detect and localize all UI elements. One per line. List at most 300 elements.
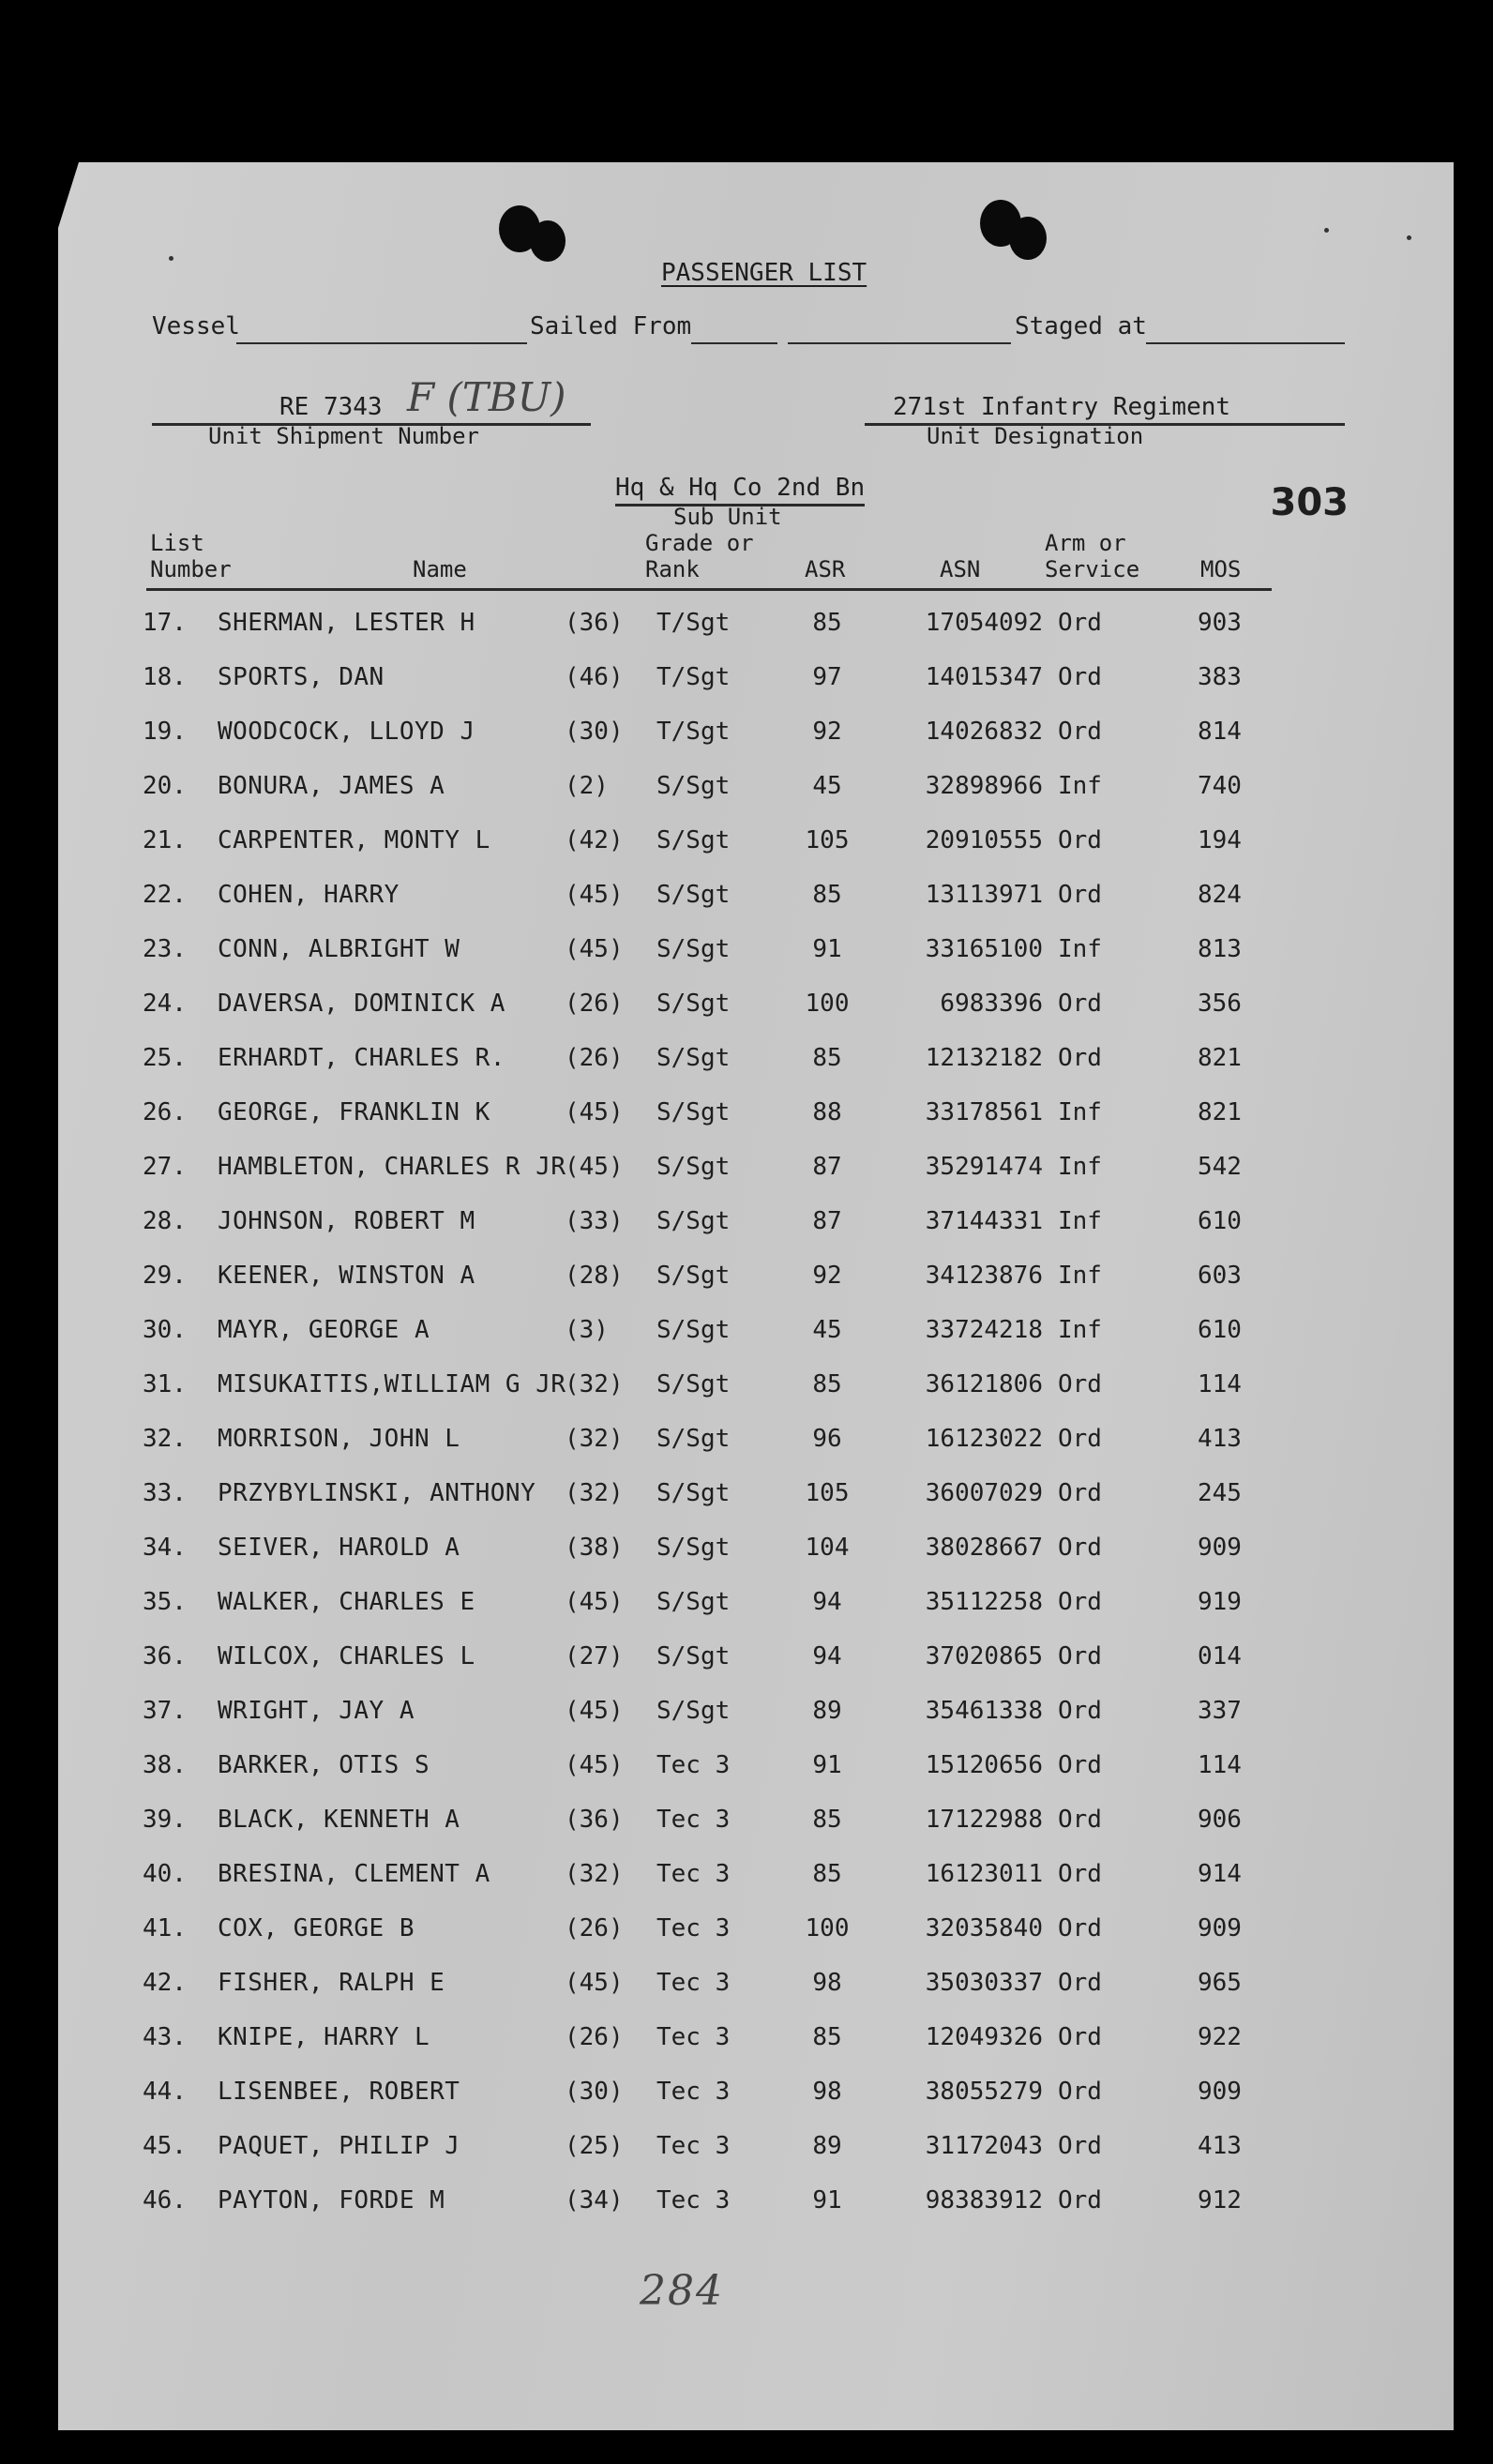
- asr-score: 85: [812, 881, 842, 909]
- arm-service: Inf: [1058, 1316, 1102, 1344]
- arm-service: Ord: [1058, 2023, 1102, 2051]
- passenger-name: JOHNSON, ROBERT M: [218, 1207, 475, 1235]
- passenger-name: CARPENTER, MONTY L: [218, 826, 490, 854]
- mos-code: 413: [1198, 2132, 1242, 2160]
- mos-code: 114: [1198, 1751, 1242, 1779]
- mos-code: 245: [1198, 1479, 1242, 1507]
- mos-code: 814: [1198, 718, 1242, 746]
- passenger-name: SEIVER, HAROLD A: [218, 1534, 460, 1562]
- asr-score: 91: [812, 2186, 842, 2215]
- age-code: (32): [565, 1425, 624, 1453]
- asn-number: 6983396: [940, 990, 1043, 1018]
- table-row: [58, 826, 1371, 864]
- speck: [1407, 235, 1411, 240]
- age-code: (45): [565, 1751, 624, 1779]
- asr-score: 85: [812, 1370, 842, 1398]
- asr-score: 85: [812, 1860, 842, 1888]
- asn-number: 17122988: [925, 1806, 1043, 1834]
- grade-rank: S/Sgt: [656, 1098, 731, 1126]
- table-row: [58, 1316, 1371, 1353]
- grade-rank: Tec 3: [656, 1969, 731, 1997]
- grade-rank: S/Sgt: [656, 1207, 731, 1235]
- asr-score: 105: [805, 1479, 850, 1507]
- list-number: 25.: [143, 1044, 187, 1072]
- passenger-name: COX, GEORGE B: [218, 1914, 415, 1942]
- speck: [169, 256, 173, 261]
- col-asn: ASN: [940, 556, 981, 582]
- unit-designation-label: Unit Designation: [927, 423, 1144, 449]
- asn-number: 13113971: [925, 881, 1043, 909]
- passenger-name: MORRISON, JOHN L: [218, 1425, 460, 1453]
- arm-service: Ord: [1058, 1588, 1102, 1616]
- age-code: (26): [565, 990, 624, 1018]
- grade-rank: T/Sgt: [656, 718, 731, 746]
- asn-number: 35112258: [925, 1588, 1043, 1616]
- asn-number: 32898966: [925, 772, 1043, 800]
- mos-code: 383: [1198, 663, 1242, 691]
- asr-score: 98: [812, 1969, 842, 1997]
- table-row: [58, 990, 1371, 1027]
- mos-code: 906: [1198, 1806, 1242, 1834]
- arm-service: Ord: [1058, 1534, 1102, 1562]
- passenger-name: ERHARDT, CHARLES R.: [218, 1044, 505, 1072]
- asn-number: 35291474: [925, 1153, 1043, 1181]
- mos-code: 740: [1198, 772, 1242, 800]
- asr-score: 104: [805, 1534, 850, 1562]
- list-number: 37.: [143, 1697, 187, 1725]
- col-name: Name: [413, 556, 467, 582]
- table-row: [58, 1207, 1371, 1245]
- asn-number: 16123011: [925, 1860, 1043, 1888]
- asr-score: 85: [812, 1806, 842, 1834]
- asn-number: 33178561: [925, 1098, 1043, 1126]
- age-code: (30): [565, 2078, 624, 2106]
- arm-service: Ord: [1058, 1370, 1102, 1398]
- arm-service: Ord: [1058, 1697, 1102, 1725]
- list-number: 19.: [143, 718, 187, 746]
- age-code: (26): [565, 1914, 624, 1942]
- passenger-name: HAMBLETON, CHARLES R JR: [218, 1153, 566, 1181]
- age-code: (36): [565, 609, 624, 637]
- list-number: 45.: [143, 2132, 187, 2160]
- mos-code: 813: [1198, 935, 1242, 963]
- passenger-name: SPORTS, DAN: [218, 663, 385, 691]
- asn-number: 15120656: [925, 1751, 1043, 1779]
- speck: [1324, 228, 1329, 233]
- vessel-label: Vessel: [152, 312, 240, 340]
- passenger-list-sheet: [58, 162, 1454, 2430]
- asn-number: 37020865: [925, 1642, 1043, 1670]
- col-grade: Grade or Rank: [645, 530, 754, 582]
- asr-score: 91: [812, 935, 842, 963]
- asn-number: 98383912: [925, 2186, 1043, 2215]
- list-number: 32.: [143, 1425, 187, 1453]
- list-number: 18.: [143, 663, 187, 691]
- asr-score: 96: [812, 1425, 842, 1453]
- list-number: 41.: [143, 1914, 187, 1942]
- age-code: (42): [565, 826, 624, 854]
- asn-number: 33724218: [925, 1316, 1043, 1344]
- passenger-name: BARKER, OTIS S: [218, 1751, 430, 1779]
- passenger-name: WALKER, CHARLES E: [218, 1588, 475, 1616]
- age-code: (46): [565, 663, 624, 691]
- asn-number: 36007029: [925, 1479, 1043, 1507]
- passenger-name: GEORGE, FRANKLIN K: [218, 1098, 490, 1126]
- arm-service: Ord: [1058, 1642, 1102, 1670]
- arm-service: Ord: [1058, 2078, 1102, 2106]
- arm-service: Inf: [1058, 1153, 1102, 1181]
- table-row: [58, 663, 1371, 701]
- arm-service: Ord: [1058, 1044, 1102, 1072]
- grade-rank: S/Sgt: [656, 1588, 731, 1616]
- mos-code: 919: [1198, 1588, 1242, 1616]
- header-rule: [146, 588, 1272, 591]
- list-number: 24.: [143, 990, 187, 1018]
- asr-score: 89: [812, 2132, 842, 2160]
- mos-code: 824: [1198, 881, 1242, 909]
- age-code: (27): [565, 1642, 624, 1670]
- grade-rank: S/Sgt: [656, 1642, 731, 1670]
- passenger-name: PRZYBYLINSKI, ANTHONY: [218, 1479, 536, 1507]
- arm-service: Inf: [1058, 935, 1102, 963]
- list-number: 36.: [143, 1642, 187, 1670]
- grade-rank: S/Sgt: [656, 1044, 731, 1072]
- arm-service: Ord: [1058, 1969, 1102, 1997]
- arm-service: Inf: [1058, 1262, 1102, 1290]
- asn-number: 14026832: [925, 718, 1043, 746]
- table-row: [58, 2186, 1371, 2224]
- mos-code: 912: [1198, 2186, 1242, 2215]
- sailed-from-label: Sailed From: [530, 312, 692, 340]
- table-row: [58, 1969, 1371, 2006]
- age-code: (32): [565, 1479, 624, 1507]
- passenger-name: BONURA, JAMES A: [218, 772, 445, 800]
- table-row: [58, 1479, 1371, 1517]
- age-code: (45): [565, 1153, 624, 1181]
- mos-code: 922: [1198, 2023, 1242, 2051]
- list-number: 43.: [143, 2023, 187, 2051]
- arm-service: Inf: [1058, 1098, 1102, 1126]
- grade-rank: S/Sgt: [656, 1479, 731, 1507]
- grade-rank: S/Sgt: [656, 1153, 731, 1181]
- asn-number: 34123876: [925, 1262, 1043, 1290]
- punch-hole-right-2: [1009, 217, 1047, 260]
- grade-rank: S/Sgt: [656, 1697, 731, 1725]
- mos-code: 821: [1198, 1098, 1242, 1126]
- asn-number: 12132182: [925, 1044, 1043, 1072]
- table-row: [58, 881, 1371, 918]
- unit-designation: 271st Infantry Regiment: [893, 393, 1231, 421]
- list-number: 33.: [143, 1479, 187, 1507]
- asr-score: 85: [812, 609, 842, 637]
- asn-number: 16123022: [925, 1425, 1043, 1453]
- sailed-from-line-1: [691, 342, 777, 344]
- staged-at-line: [1146, 342, 1345, 344]
- arm-service: Ord: [1058, 881, 1102, 909]
- vessel-line: [236, 342, 527, 344]
- grade-rank: T/Sgt: [656, 663, 731, 691]
- mos-code: 610: [1198, 1207, 1242, 1235]
- asn-number: 31172043: [925, 2132, 1043, 2160]
- asr-score: 92: [812, 718, 842, 746]
- asr-score: 94: [812, 1588, 842, 1616]
- col-arm-service: Arm or Service: [1045, 530, 1140, 582]
- table-row: [58, 1588, 1371, 1625]
- table-row: [58, 1262, 1371, 1299]
- unit-shipment-number: RE 7343: [279, 393, 383, 421]
- arm-service: Ord: [1058, 663, 1102, 691]
- asn-number: 35030337: [925, 1969, 1043, 1997]
- passenger-name: PAYTON, FORDE M: [218, 2186, 445, 2215]
- asn-number: 35461338: [925, 1697, 1043, 1725]
- table-row: [58, 1534, 1371, 1571]
- list-number: 27.: [143, 1153, 187, 1181]
- list-number: 22.: [143, 881, 187, 909]
- age-code: (38): [565, 1534, 624, 1562]
- age-code: (36): [565, 1806, 624, 1834]
- mos-code: 610: [1198, 1316, 1242, 1344]
- arm-service: Ord: [1058, 718, 1102, 746]
- passenger-name: MISUKAITIS,WILLIAM G JR: [218, 1370, 566, 1398]
- age-code: (2): [565, 772, 609, 800]
- unit-shipment-label: Unit Shipment Number: [208, 423, 479, 449]
- arm-service: Inf: [1058, 1207, 1102, 1235]
- age-code: (45): [565, 1697, 624, 1725]
- passenger-name: BLACK, KENNETH A: [218, 1806, 460, 1834]
- mos-code: 914: [1198, 1860, 1242, 1888]
- table-row: [58, 1370, 1371, 1408]
- grade-rank: Tec 3: [656, 2132, 731, 2160]
- age-code: (45): [565, 1098, 624, 1126]
- passenger-name: BRESINA, CLEMENT A: [218, 1860, 490, 1888]
- asr-score: 88: [812, 1098, 842, 1126]
- mos-code: 909: [1198, 2078, 1242, 2106]
- mos-code: 909: [1198, 1534, 1242, 1562]
- table-row: [58, 2078, 1371, 2115]
- age-code: (45): [565, 1969, 624, 1997]
- arm-service: Ord: [1058, 1479, 1102, 1507]
- mos-code: 356: [1198, 990, 1242, 1018]
- age-code: (45): [565, 935, 624, 963]
- table-row: [58, 1153, 1371, 1190]
- age-code: (45): [565, 1588, 624, 1616]
- asr-score: 105: [805, 826, 850, 854]
- grade-rank: Tec 3: [656, 2023, 731, 2051]
- asr-score: 91: [812, 1751, 842, 1779]
- table-row: [58, 1425, 1371, 1462]
- grade-rank: S/Sgt: [656, 935, 731, 963]
- grade-rank: T/Sgt: [656, 609, 731, 637]
- age-code: (3): [565, 1316, 609, 1344]
- table-row: [58, 1098, 1371, 1136]
- mos-code: 114: [1198, 1370, 1242, 1398]
- asr-score: 94: [812, 1642, 842, 1670]
- grade-rank: Tec 3: [656, 1751, 731, 1779]
- list-number: 46.: [143, 2186, 187, 2215]
- arm-service: Ord: [1058, 990, 1102, 1018]
- grade-rank: S/Sgt: [656, 1370, 731, 1398]
- list-number: 35.: [143, 1588, 187, 1616]
- page-title: PASSENGER LIST: [661, 259, 867, 287]
- asn-number: 12049326: [925, 2023, 1043, 2051]
- mos-code: 413: [1198, 1425, 1242, 1453]
- table-row: [58, 2132, 1371, 2169]
- handwritten-number: 284: [640, 2267, 724, 2315]
- grade-rank: Tec 3: [656, 2186, 731, 2215]
- grade-rank: S/Sgt: [656, 826, 731, 854]
- passenger-name: SHERMAN, LESTER H: [218, 609, 475, 637]
- sailed-from-line-2: [788, 342, 1011, 344]
- asr-score: 85: [812, 1044, 842, 1072]
- table-row: [58, 935, 1371, 973]
- passenger-name: LISENBEE, ROBERT: [218, 2078, 460, 2106]
- table-row: [58, 1806, 1371, 1843]
- passenger-name: WOODCOCK, LLOYD J: [218, 718, 475, 746]
- arm-service: Ord: [1058, 2186, 1102, 2215]
- list-number: 31.: [143, 1370, 187, 1398]
- asn-number: 20910555: [925, 826, 1043, 854]
- age-code: (33): [565, 1207, 624, 1235]
- list-number: 20.: [143, 772, 187, 800]
- sub-unit-label: Sub Unit: [673, 504, 782, 530]
- asr-score: 89: [812, 1697, 842, 1725]
- asr-score: 100: [805, 990, 850, 1018]
- asn-number: 17054092: [925, 609, 1043, 637]
- asr-score: 100: [805, 1914, 850, 1942]
- shipment-handwritten-note: F (TBU): [407, 374, 566, 420]
- passenger-name: PAQUET, PHILIP J: [218, 2132, 460, 2160]
- asr-score: 87: [812, 1207, 842, 1235]
- grade-rank: S/Sgt: [656, 1425, 731, 1453]
- table-row: [58, 1751, 1371, 1789]
- mos-code: 821: [1198, 1044, 1242, 1072]
- asr-score: 85: [812, 2023, 842, 2051]
- age-code: (28): [565, 1262, 624, 1290]
- table-row: [58, 1642, 1371, 1680]
- list-number: 39.: [143, 1806, 187, 1834]
- asn-number: 33165100: [925, 935, 1043, 963]
- col-mos: MOS: [1200, 556, 1242, 582]
- arm-service: Ord: [1058, 826, 1102, 854]
- passenger-name: COHEN, HARRY: [218, 881, 400, 909]
- age-code: (30): [565, 718, 624, 746]
- asn-number: 37144331: [925, 1207, 1043, 1235]
- arm-service: Ord: [1058, 1860, 1102, 1888]
- table-row: [58, 1860, 1371, 1897]
- asr-score: 92: [812, 1262, 842, 1290]
- passenger-name: WILCOX, CHARLES L: [218, 1642, 475, 1670]
- asn-number: 32035840: [925, 1914, 1043, 1942]
- punch-hole-left-2: [530, 220, 566, 262]
- arm-service: Inf: [1058, 772, 1102, 800]
- list-number: 30.: [143, 1316, 187, 1344]
- grade-rank: S/Sgt: [656, 772, 731, 800]
- grade-rank: Tec 3: [656, 1914, 731, 1942]
- grade-rank: S/Sgt: [656, 1262, 731, 1290]
- passenger-name: KEENER, WINSTON A: [218, 1262, 475, 1290]
- asr-score: 87: [812, 1153, 842, 1181]
- mos-code: 603: [1198, 1262, 1242, 1290]
- age-code: (32): [565, 1370, 624, 1398]
- mos-code: 909: [1198, 1914, 1242, 1942]
- grade-rank: S/Sgt: [656, 990, 731, 1018]
- mos-code: 542: [1198, 1153, 1242, 1181]
- arm-service: Ord: [1058, 1425, 1102, 1453]
- age-code: (32): [565, 1860, 624, 1888]
- list-number: 23.: [143, 935, 187, 963]
- passenger-name: KNIPE, HARRY L: [218, 2023, 430, 2051]
- list-number: 26.: [143, 1098, 187, 1126]
- mos-code: 014: [1198, 1642, 1242, 1670]
- list-number: 38.: [143, 1751, 187, 1779]
- asn-number: 38055279: [925, 2078, 1043, 2106]
- grade-rank: Tec 3: [656, 2078, 731, 2106]
- list-number: 29.: [143, 1262, 187, 1290]
- col-list-number: List Number: [150, 530, 232, 582]
- table-row: [58, 2023, 1371, 2061]
- arm-service: Ord: [1058, 1806, 1102, 1834]
- sub-unit: Hq & Hq Co 2nd Bn: [615, 474, 866, 502]
- age-code: (26): [565, 2023, 624, 2051]
- list-number: 40.: [143, 1860, 187, 1888]
- list-number: 17.: [143, 609, 187, 637]
- asr-score: 97: [812, 663, 842, 691]
- asr-score: 45: [812, 772, 842, 800]
- grade-rank: Tec 3: [656, 1860, 731, 1888]
- age-code: (26): [565, 1044, 624, 1072]
- table-row: [58, 1044, 1371, 1081]
- mos-code: 965: [1198, 1969, 1242, 1997]
- passenger-name: DAVERSA, DOMINICK A: [218, 990, 505, 1018]
- arm-service: Ord: [1058, 1914, 1102, 1942]
- age-code: (45): [565, 881, 624, 909]
- arm-service: Ord: [1058, 609, 1102, 637]
- col-asr: ASR: [805, 556, 846, 582]
- list-number: 21.: [143, 826, 187, 854]
- grade-rank: S/Sgt: [656, 1534, 731, 1562]
- passenger-name: FISHER, RALPH E: [218, 1969, 445, 1997]
- asn-number: 36121806: [925, 1370, 1043, 1398]
- grade-rank: Tec 3: [656, 1806, 731, 1834]
- arm-service: Ord: [1058, 1751, 1102, 1779]
- table-row: [58, 1697, 1371, 1734]
- table-row: [58, 772, 1371, 809]
- staged-at-label: Staged at: [1015, 312, 1147, 340]
- asn-number: 14015347: [925, 663, 1043, 691]
- table-row: [58, 718, 1371, 755]
- grade-rank: S/Sgt: [656, 1316, 731, 1344]
- grade-rank: S/Sgt: [656, 881, 731, 909]
- age-code: (34): [565, 2186, 624, 2215]
- table-row: [58, 1914, 1371, 1952]
- age-code: (25): [565, 2132, 624, 2160]
- list-number: 44.: [143, 2078, 187, 2106]
- mos-code: 194: [1198, 826, 1242, 854]
- passenger-name: CONN, ALBRIGHT W: [218, 935, 460, 963]
- mos-code: 903: [1198, 609, 1242, 637]
- asr-score: 45: [812, 1316, 842, 1344]
- list-number: 28.: [143, 1207, 187, 1235]
- page-number: 303: [1270, 481, 1349, 524]
- folded-corner: [58, 162, 79, 228]
- list-number: 34.: [143, 1534, 187, 1562]
- mos-code: 337: [1198, 1697, 1242, 1725]
- asn-number: 38028667: [925, 1534, 1043, 1562]
- passenger-name: WRIGHT, JAY A: [218, 1697, 415, 1725]
- list-number: 42.: [143, 1969, 187, 1997]
- arm-service: Ord: [1058, 2132, 1102, 2160]
- table-row: [58, 609, 1371, 646]
